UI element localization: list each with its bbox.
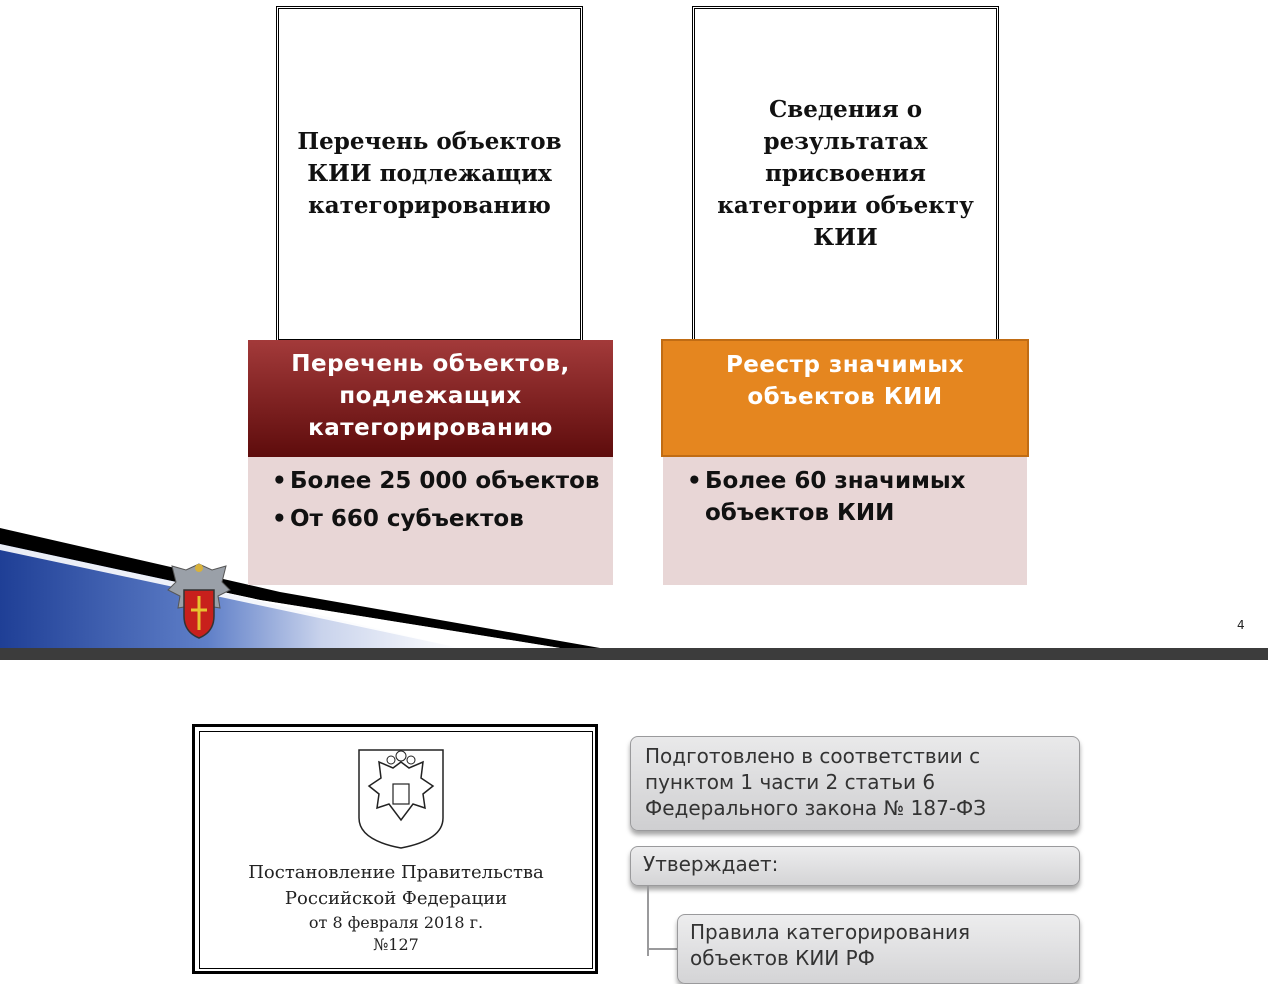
- resolution-line: Постановление Правительства: [248, 862, 544, 883]
- resolution-number: №127: [373, 935, 419, 954]
- red-list-header: [248, 340, 613, 457]
- categorization-rules-box: [677, 914, 1080, 984]
- orange-registry-header-text: Реестр значимых объектов КИИ: [725, 352, 965, 410]
- list-item: • Более 25 000 объектов: [260, 465, 603, 497]
- page-number: 4: [1237, 618, 1245, 632]
- tree-connector-horizontal: [647, 948, 677, 950]
- categorization-rules-text: Правила категорирования объектов КИИ РФ: [690, 920, 970, 970]
- red-list-header-text: Перечень объектов, подлежащих категорированию: [291, 351, 570, 441]
- list-item: • Более 60 значимых объектов КИИ: [675, 465, 1017, 529]
- critical-objects-list-box: [276, 6, 583, 342]
- resolution-line: Российской Федерации: [284, 888, 508, 909]
- orange-registry-header: [661, 339, 1029, 457]
- category-results-text: Сведения о результатах присвоения категории объекту КИИ: [717, 96, 974, 251]
- bullet-icon: •: [272, 506, 287, 532]
- bullet-icon: •: [687, 468, 702, 494]
- resolution-date: от 8 февраля 2018 г.: [308, 913, 484, 932]
- slide-2: [0, 660, 1268, 970]
- approves-box: [630, 846, 1080, 886]
- slide-separator: [0, 648, 1268, 660]
- approves-text: Утверждает:: [643, 852, 779, 876]
- russian-coat-of-arms-icon: [357, 748, 445, 850]
- red-list-body: [248, 457, 613, 585]
- resolution-document: [192, 724, 598, 974]
- basis-note-box: [630, 736, 1080, 831]
- resolution-title: [200, 860, 592, 956]
- category-results-box: [692, 6, 999, 342]
- document-inner-frame: [199, 731, 593, 969]
- coat-of-arms-icon: [164, 560, 234, 642]
- orange-registry-body: [663, 457, 1027, 585]
- basis-note-text: Подготовлено в соответствии с пунктом 1 части 2 статьи 6 Федерального закона № 187-ФЗ: [645, 744, 987, 820]
- bullet-icon: •: [272, 468, 287, 494]
- tree-connector-vertical: [647, 886, 649, 956]
- list-item: • От 660 субъектов: [260, 503, 603, 535]
- critical-objects-list-text: Перечень объектов КИИ подлежащих категорированию: [297, 128, 562, 219]
